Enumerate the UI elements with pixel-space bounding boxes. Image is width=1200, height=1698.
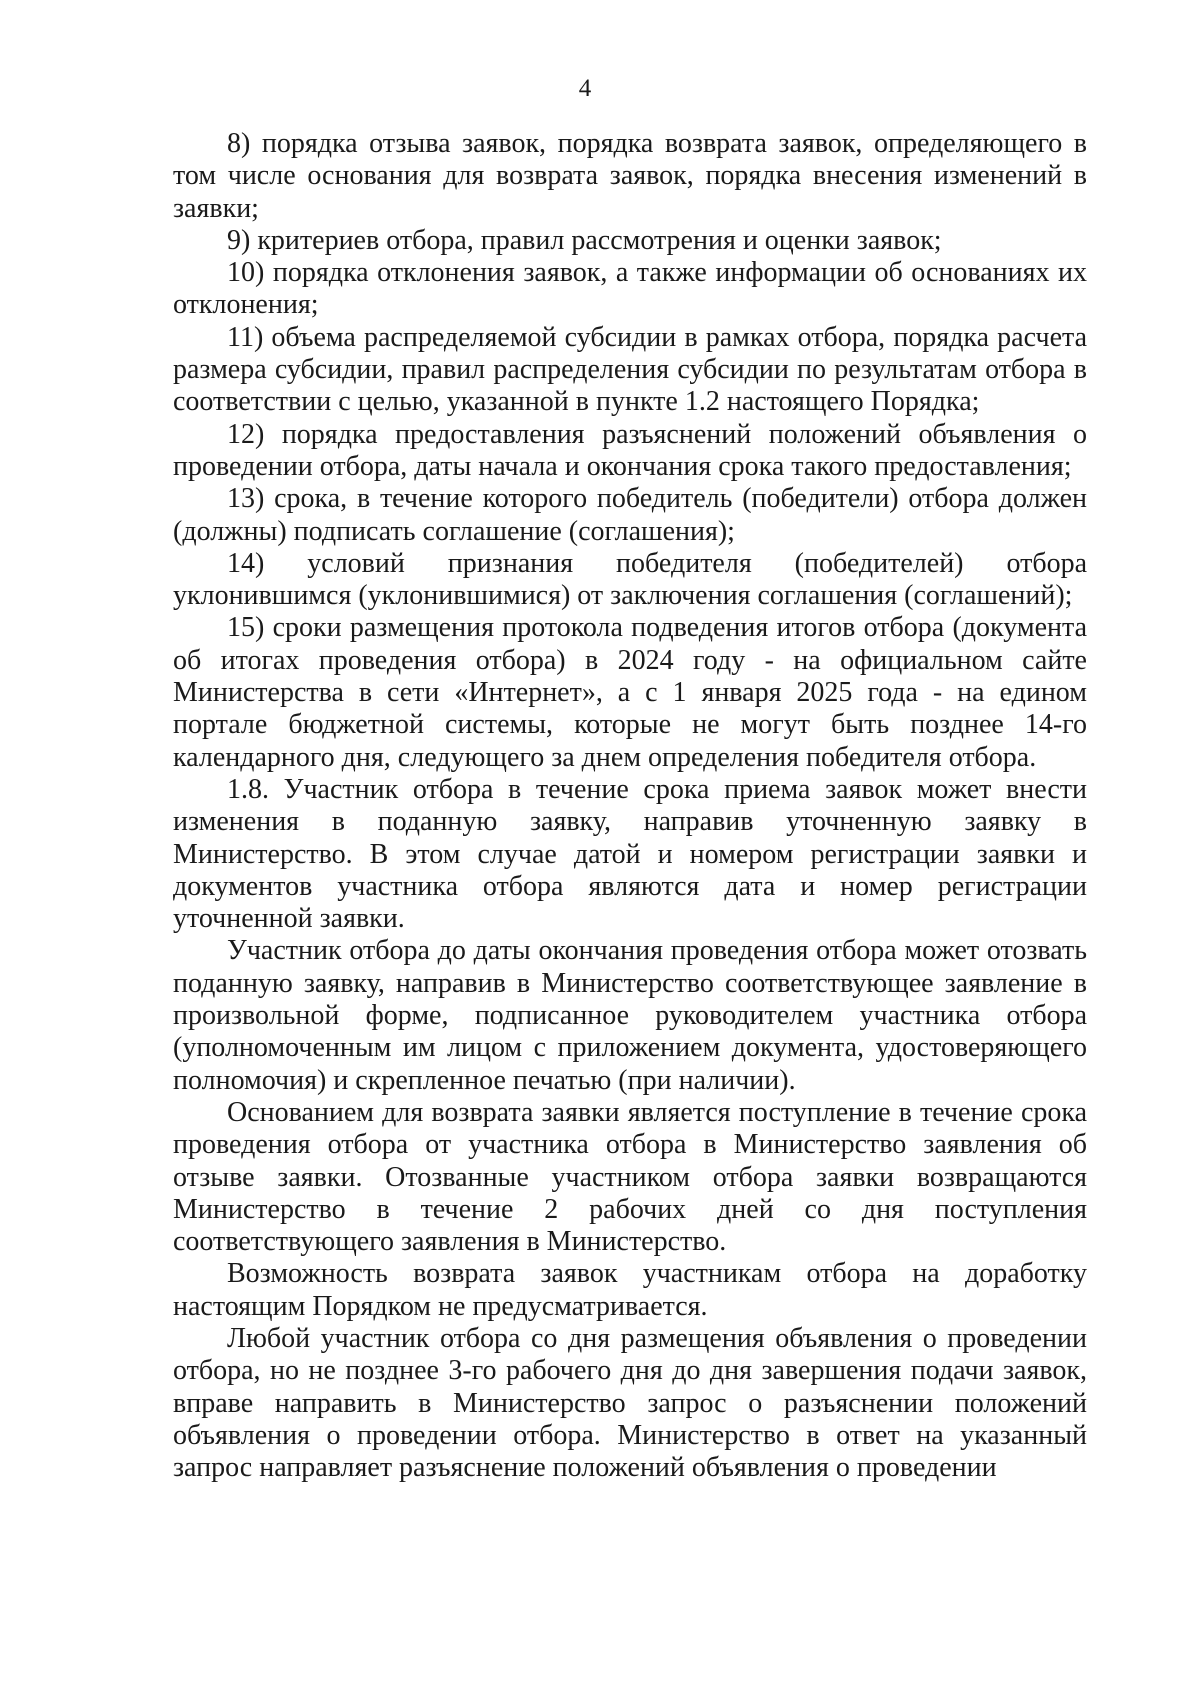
page-number: 4 [578,75,592,102]
list-item-13: 13) срока, в течение которого победитель (победители) отбора должен (должны) подписать соглашение (соглашения); [173,483,1087,547]
list-item-11: 11) объема распределяемой субсидии в рамках отбора, порядка расчета размера субсидии, правил распределения субсидии по результатам отбора в соответствии с целью, указанной в пункте 1.2 настоящего Порядка; [173,321,1087,418]
list-item-10: 10) порядка отклонения заявок, а также информации об основаниях их отклонения; [173,257,1087,321]
clarification-request-paragraph: Любой участник отбора со дня размещения объявления о проведении отбора, но не позднее 3-го рабочего дня до дня завершения подачи заявок, вправе направить в Министерство запрос о разъяснении положений объявления о проведении отбора. Министерство в ответ на указанный запрос направляет разъяснение положений объявления о проведении [173,1322,1087,1484]
section-1-8-paragraph: 1.8. Участник отбора в течение срока приема заявок может внести изменения в поданную заявку, направив уточненную заявку в Министерство. В этом случае датой и номером регистрации заявки и документов участника отбора являются дата и номер регистрации уточненной заявки. [173,773,1087,935]
list-item-8: 8) порядка отзыва заявок, порядка возврата заявок, определяющего в том числе основания для возврата заявок, порядка внесения изменений в заявки; [173,128,1087,224]
list-item-9: 9) критериев отбора, правил рассмотрения и оценки заявок; [227,224,942,256]
no-revision-paragraph: Возможность возврата заявок участникам отбора на доработку настоящим Порядком не предусматривается. [173,1258,1087,1322]
list-item-12: 12) порядка предоставления разъяснений положений объявления о проведении отбора, даты начала и окончания срока такого предоставления; [173,418,1087,482]
list-item-14: 14) условий признания победителя (победителей) отбора уклонившимся (уклонившимися) от заключения соглашения (соглашений); [173,547,1087,612]
list-item-15: 15) сроки размещения протокола подведения итогов отбора (документа об итогах проведения отбора) в 2024 году - на официальном сайте Министерства в сети «Интернет», а с 1 января 2025 года - на едином портале бюджетной системы, которые не могут быть позднее 14-го календарного дня, следующего за днем определения победителя отбора. [173,612,1087,773]
return-basis-paragraph: Основанием для возврата заявки является поступление в течение срока проведения отбора от участника отбора в Министерство заявления об отзыве заявки. Отозванные участником отбора заявки возвращаются Министерство в течение 2 рабочих дней со дня поступления соответствующего заявления в Министерство. [173,1096,1087,1258]
document-body [173,128,1087,1484]
withdrawal-paragraph: Участник отбора до даты окончания проведения отбора может отозвать поданную заявку, направив в Министерство соответствующее заявление в произвольной форме, подписанное руководителем участника отбора (уполномоченным им лицом с приложением документа, удостоверяющего полномочия) и скрепленное печатью (при наличии). [173,935,1087,1096]
